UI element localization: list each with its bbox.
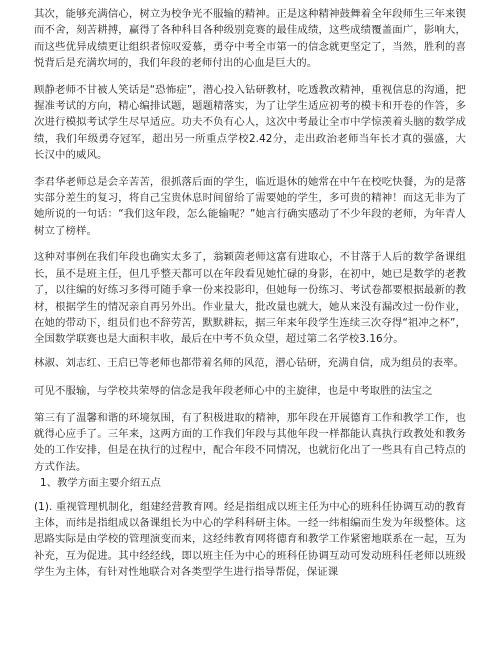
paragraph-belief: 可见不服输，与学校共荣辱的信念是我年段老师心中的主旋律，也是中考取胜的法宝之 xyxy=(34,385,433,398)
paragraph-weng-yingyin: 这种对事例在我们年段也确实太多了，翁颖茵老师这富有进取心，不甘落于人后的数学备课组长，虽不是班主任，但几乎整天都可以在年段看见她忙碌的身影，在初中，她已是数学的老教了，以往编的好练习多得可随手拿一份来投影印，但她每一份练习、考试卷都要根据最新的教材，根据学生的情况亲自再另外出。作业量大，批改量也就大，她从来没有漏改过一份作业，在她的带动下，组员们也不辞劳苦，默默耕耘，据三年来年段学生连续三次夺得“祖冲之杯”，全国数学联赛也是大面积丰收，最后在中考不负众望，超过第二名学校3.16分。 xyxy=(34,251,466,346)
section-heading: 1、教学方面主要介绍五点 xyxy=(40,477,161,490)
paragraph-management: (1). 重视管理机制化，组建经营教育网。经是指组成以班主任为中心的班科任协调互动的教育主体，而纬是指组成以备课组长为中心的学科科研主体。一经一纬相编而生发为年级整体。这思路实际是由学校的管理演变而来，这经纬教育网将德育和教学工作紧密地联系在一起，互为补充，互为促进。其中经经线，即以班主任为中心的班科任协调互动可发动班科任老师以班级学生为主体，有针对性地联合对各类型学生进行指导帮促，保证课 xyxy=(34,500,466,579)
paragraph-li-junhua: 李君华老师总是会辛苦苦，很抓落后面的学生，临近退休的她常在中午在校吃快餐，为的是落实部分差生的复习，将自己宝贵休息时间留给了需要她的学生，多可贵的精神！而这无非为了她所说的一句话：“我们这年段，怎么能输呢？”她言行确实感动了不少年段的老师，为年青人树立了榜样。 xyxy=(34,175,466,237)
paragraph-persistence: 其次，能够充满信心，树立为校争光不服输的精神。正是这种精神鼓舞着全年段师生三年来锲而不舍，刻苦耕搏，赢得了各种科目各种级别竞赛的最佳成绩，这些成绩覆盖面广，影响大，而这些优异成绩更让组织者惊叹爱慕，勇夺中考全市第一的信念就更坚定了，当然，胜利的喜悦背后是充满坎坷的，我们年段的老师付出的心血是巨大的。 xyxy=(34,8,466,70)
paragraph-third-point: 第三有了温馨和谐的环境氛围，有了积极进取的精神，那年段在开展德育工作和教学工作，也就得心应手了。三年来，这两方面的工作我们年段与其他年段一样都能认真执行政教处和教务处的工作安排，但是在执行的过程中，配合年段不同情况，也就衍化出了一些具有自己特点的方式作法。 xyxy=(34,411,466,473)
paragraph-gu-jing: 顾静老师不甘被人笑话是“恐怖症”，潜心投入钻研教材，吃透教改精神，重视信息的沟通，把握准考试的方向，精心编排试题，题题精落实，为了让学生适应初考的模卡和开卷的作答，多次进行模拟考试学生尽早适应。功夫不负有心人，这次中考最让全市中学惊羡着头脑的数学成绩，我们年级勇夺冠军，超出另一所重点学校2.42分，走出政治老师当年长才真的强盛，大长汉中的威风。 xyxy=(34,83,466,162)
paragraph-other-teachers: 林淑、刘志红、王启已等老师也都带着名师的风范，潜心钻研，充满自信，成为组员的表率。 xyxy=(34,356,465,369)
